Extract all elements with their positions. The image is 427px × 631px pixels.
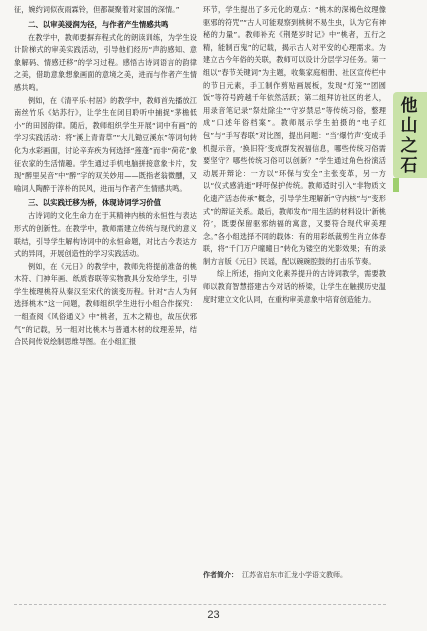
paragraph: 例如，在《元日》的教学中，教师先将提前准备的桃木符、门神年画、纸质春联等实物教具分发给学生，引导学生梳理桃符从秦汉至宋代的演变历程。针对“古人为何选择桃木”这一问题，教师组织学生进行小组合作探究：一组查阅《风俗通义》中“桃者，五木之精也，故压伏邪气”的记载，另一组对比桃木与普通木材的纹理差异，结合民间传说绘制思维导图。在小组汇报 xyxy=(14,261,197,347)
section-heading: 三、以实践迁移为桥，体现诗词学习价值 xyxy=(28,198,162,208)
paragraph: 古诗词的文化生命力在于其精神内核的永恒性与表达形式的创新性。在教学中，教师需建立传统与现代的意义联结，引导学生解构诗词中的永恒命题，对比古今表达方式的异同，开展创造性的学习实践活动。 xyxy=(14,211,197,259)
paragraph: 例如，在《清平乐·村居》的教学中，教师首先播放江南丝竹乐《姑苏行》，让学生在闭目聆听中捕捉“茅檐低小”的田园韵律。随后，教师组织学生开展“词中有画”的学习实践活动：将“溪上青青草”“大儿锄豆溪东”等词句转化为水彩画面，讨论辛弃疾为何选择“莲蓬”而非“荷花”象征农家的生活情趣。学生通过手机电脑拼接意象卡片，发现“醉里吴音”中“醉”字的双关妙用——既指老翁微醺，又喻词人陶醉于淳朴的民风，进而与作者产生情感共鸣。 xyxy=(14,95,197,193)
left-column xyxy=(14,4,197,349)
author-bio-text: 江苏省启东市汇龙小学语文教师。 xyxy=(242,571,347,579)
author-bio xyxy=(203,570,386,580)
paragraph: 征，婉约词似夜雨霖铃，但都凝聚着对家国的深情。” xyxy=(14,5,180,14)
side-tab-accent xyxy=(393,178,399,192)
right-column xyxy=(203,4,386,306)
paragraph: 综上所述，指向文化素养提升的古诗词教学，需要教师以教育智慧搭建古今对话的桥梁，让学生在触摸历史温度时建立文化认同，在重构审美意象中培育创造能力。 xyxy=(203,269,386,304)
paragraph: 在教学中，教师要摒弃程式化的朗读训练，为学生设计阶梯式的审美实践活动，引导他们经历“声韵感知、意象解码、情感迁移”的学习过程。感悟古诗词语言的韵律之美，借助意象想象画面的意境之美，进而与作者产生情感共鸣。 xyxy=(14,32,197,92)
author-bio-label: 作者简介： xyxy=(203,571,238,579)
section-side-tab-text: 他山之石 xyxy=(400,96,418,176)
footer-rule xyxy=(14,604,386,605)
page-number: 23 xyxy=(207,609,220,621)
section-heading: 二、以审美浸润为径，与作者产生情感共鸣 xyxy=(28,19,169,29)
paragraph: 环节，学生提出了多元化的观点：“桃木的深褐色纹理像驱邪的符咒”“古人可能观察到桃树不易生虫，认为它有神秘的力量”。教师补充《荆楚岁时记》中“桃者，五行之精，能制百鬼”的记载，揭示古人对平安的心理需求。为建立古今年俗的关联，教师可以设计分层学习任务。第一组以“春节关键词”为主题，收集家庭相册、社区宣传栏中的节日元素，手工制作剪贴画展板，发现“灯笼”“团圆饭”等符号跨越千年依然活跃；第二组拜访社区的老人，用录音笔记录“祭灶除尘”“守岁禁忌”等传统习俗，整理成“口述年俗档案”。教师展示学生拍摄的“电子红包”与“手写春联”对比图，提出问题：“当‘爆竹声’变成手机提示音，‘换旧符’变成群发祝福信息，哪些传统习俗需要坚守？哪些传统习俗可以创新？”学生通过角色扮演活动展开辩论：一方以“环保与安全”主张变革，另一方以“仪式感消逝”呼吁保护传统。教师适时引入“非物质文化遗产活态传承”概念，引导学生理解新“守内核”与“变形式”的辩证关系。最后，教师发布“用生活的材料设计‘新桃符’，既要保留驱邪纳福的寓意，又要符合现代审美理念。”各小组选择不同的载体：有的用彩纸裁剪生肖立体春联，将“千门万户曈曈日”转化为镂空的光影效果；有的录制方言版《元日》民谣，配以碗碗腔鼓的打击乐节奏。 xyxy=(203,5,386,266)
